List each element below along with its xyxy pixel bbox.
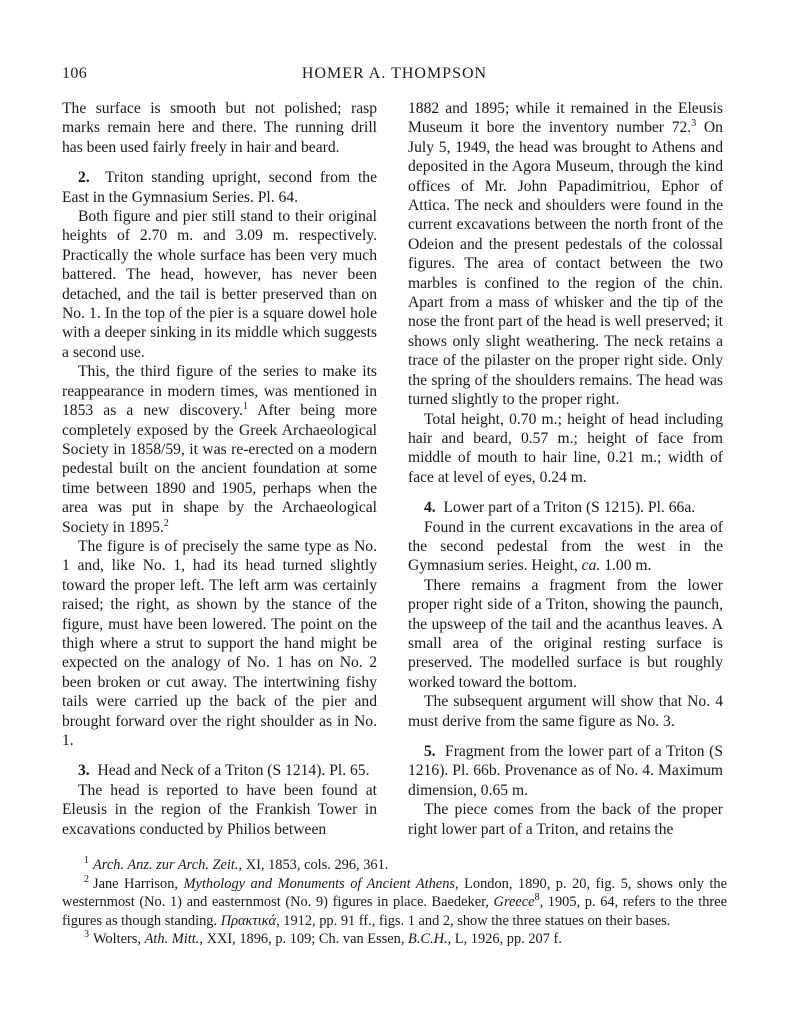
text-run: , 1905, p. 64, refers to the three figures as though standing. — [62, 894, 727, 929]
section-number: 2. — [78, 169, 90, 187]
text-run: Found in the current excavations in the area of the second pedestal from the west in the Gymnasium series. Height, — [408, 518, 723, 575]
text-run: , XXI, 1896, p. 109; Ch. van Essen, — [199, 931, 409, 947]
section-number: 5. — [424, 743, 436, 760]
section-heading-3 — [62, 761, 377, 780]
paragraph-subsequent: The subsequent argument will show that No. 4 must derive from the same figure as No. 3. — [408, 693, 723, 730]
text-run-italic: B.C.H. — [408, 931, 448, 947]
footnotes — [62, 856, 727, 949]
section-title: Lower part of a Triton (S 1215). Pl. 66a. — [443, 499, 696, 517]
text-run-italic: Πρακτικά — [220, 912, 277, 929]
text-run: , XI, 1853, cols. 296, 361. — [238, 857, 389, 873]
paragraph-head-reported: The head is reported to have been found at Eleusis in the region of the Frankish Tower in excavations conducted by Philios between — [62, 781, 377, 838]
footnote-mark: 2 — [84, 873, 89, 885]
text-run: On July 5, 1949, the head was brought to Athens and deposited in the Agora Museum, through the kind offices of Mr. John Papadimitriou, Ephor of Attica. The neck and shoulders were found in the current excavations between the north front of the Odeion and the present pedestals of the colossal figures. The area of contact between the two marbles is confined to the region of the chin. Apart from a mass of whisker and the tip of the nose the front part of the head is well preserved; it shows only slight weathering. The neck retains a trace of the pilaster on the proper right side. Only the spring of the shoulders remains. The head was turned slightly to the proper right. — [408, 119, 723, 409]
left-column — [62, 99, 377, 839]
footnote-ref[interactable]: 3 — [691, 118, 697, 130]
section-title: Head and Neck of a Triton (S 1214). Pl. 65. — [97, 762, 370, 780]
footnote-3 — [62, 930, 727, 949]
text-run-italic: Greece — [493, 894, 535, 910]
page-header — [62, 64, 727, 86]
text-run: After being more completely exposed by the Greek Archaeological Society in 1858/59, it was re-erected on a modern pedestal built on the ancient foundation at some time between 1890 and 1905, perhaps when the area was put in shape by the Archaeological Society in 1895. — [62, 402, 378, 536]
text-run: 1882 and 1895; while it remained in the Eleusis Museum it bore the inventory number 72. — [408, 100, 723, 137]
section-heading-4 — [408, 498, 723, 517]
footnote-2 — [62, 875, 727, 931]
section-number: 4. — [424, 499, 436, 517]
text-run: Wolters, — [93, 931, 145, 947]
section-heading-5 — [408, 742, 723, 800]
footnote-ref[interactable]: 2 — [163, 517, 169, 529]
text-run: Jane Harrison, — [93, 875, 184, 892]
running-head: HOMER A. THOMPSON — [301, 65, 488, 82]
text-run-italic: Mythology and Monuments of Ancient Athens — [183, 875, 455, 892]
footnote-1 — [62, 856, 727, 875]
text-run-italic: Ath. Mitt. — [144, 931, 200, 947]
text-run-italic: Arch. Anz. zur Arch. Zeit. — [93, 857, 239, 873]
section-title: Triton standing upright, second from the East in the Gymnasium Series. Pl. 64. — [62, 169, 378, 206]
paragraph-figure-type: The figure is of precisely the same type as No. 1 and, like No. 1, had its head turned slightly toward the proper left. The left arm was certainly raised; the right, as shown by the stance of the figure, must have been lowered. The point on the thigh where a strut to support the hand might be expected on the analogy of No. 1 has on No. 2 been broken or cut away. The intertwining fishy tails were carried up the back of the pier and brought forward over the right shoulder as in No. 1. — [62, 537, 377, 749]
section-number: 3. — [78, 762, 90, 780]
text-run: 1.00 m. — [600, 557, 652, 575]
paragraph-surface: The surface is smooth but not polished; rasp marks remain here and there. The running drill has been used fairly freely in hair and beard. — [62, 100, 377, 156]
text-run: , London, 1890, p. 20, fig. 5, shows only the westernmost (No. 1) and easternmost (No. 9) figures in place. Baedeker, — [62, 875, 728, 910]
paragraph-third-figure — [62, 362, 377, 537]
paragraph-continued — [408, 99, 723, 410]
paragraph-remains: There remains a fragment from the lower proper right side of a Triton, showing the paunch, the upsweep of the tail and the acanthus leaves. A small area of the original resting surface is preserved. The modelled surface is but roughly worked toward the bottom. — [408, 576, 723, 691]
text-run-italic: ca. — [581, 557, 601, 575]
paragraph-total-height: Total height, 0.70 m.; height of head including hair and beard, 0.57 m.; height of face from middle of mouth to hair line, 0.21 m.; width of face at level of eyes, 0.24 m. — [408, 410, 723, 486]
page-number: 106 — [62, 65, 88, 82]
paragraph-both-figure: Both figure and pier still stand to their original heights of 2.70 m. and 3.09 m. respectively. Practically the whole surface has been very much battered. The head, however, has never been detached, and the tail is better preserved than on No. 1. In the top of the pier is a square dowel hole with a deeper sinking in its middle which suggests a second use. — [62, 208, 377, 361]
section-heading-2 — [62, 168, 377, 207]
paragraph-found — [408, 518, 723, 576]
section-title: Fragment from the lower part of a Triton (S 1216). Pl. 66b. Provenance as of No. 4. Maximum dimension, 0.65 m. — [408, 743, 724, 799]
text-run: , L, 1926, pp. 207 f. — [447, 931, 562, 947]
footnote-mark: 3 — [84, 929, 89, 941]
text-run: , 1912, pp. 91 ff., figs. 1 and 2, show the three statues on their bases. — [276, 912, 671, 929]
edition-superscript: 8 — [534, 892, 540, 904]
text-run: This, the third figure of the series to make its reappearance in modern times, was mentioned in 1853 as a new discovery. — [62, 363, 377, 420]
footnote-mark: 1 — [84, 855, 89, 867]
footnote-ref[interactable]: 1 — [242, 400, 248, 412]
paragraph-piece: The piece comes from the back of the proper right lower part of a Triton, and retains the — [408, 801, 723, 838]
right-column — [408, 99, 723, 839]
